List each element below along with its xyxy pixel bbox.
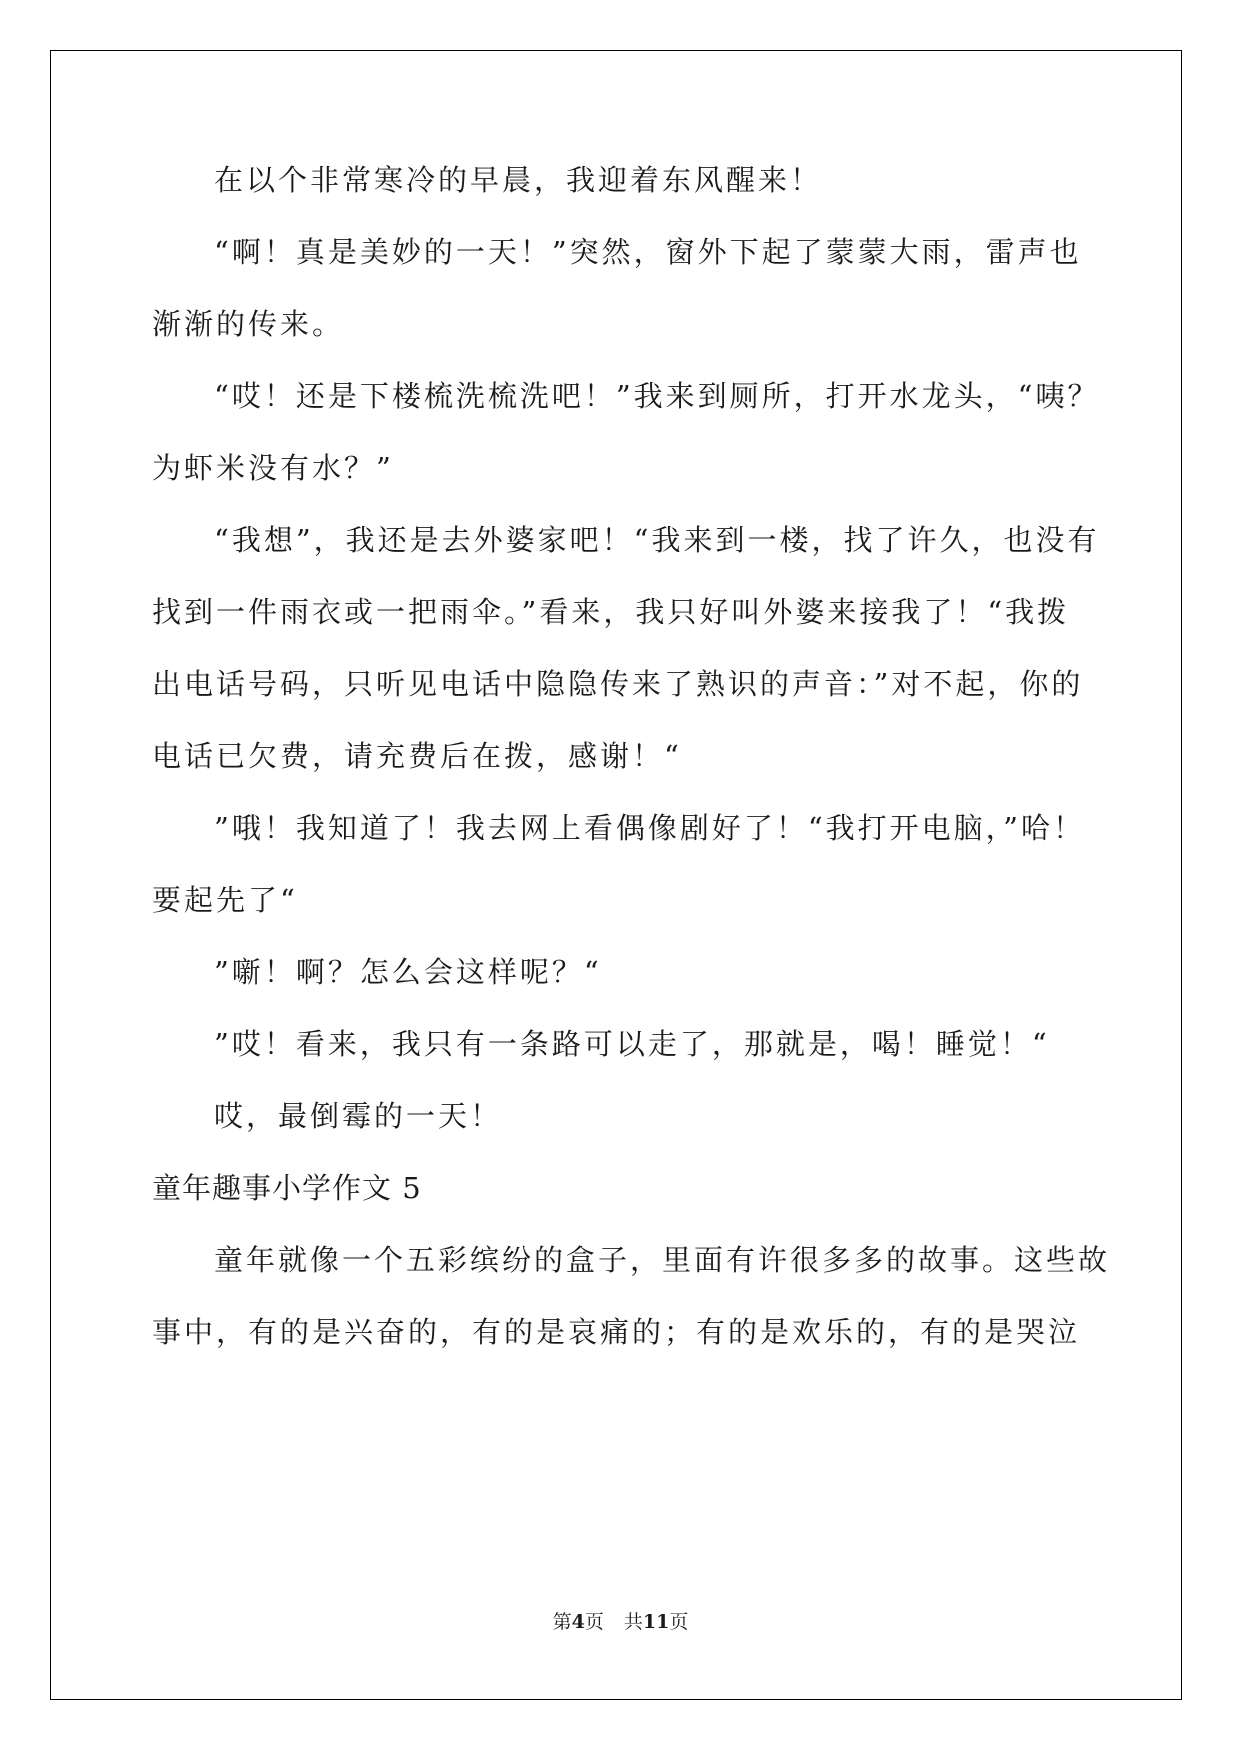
- paragraph-line: ”噺！啊？怎么会这样呢？“: [214, 955, 602, 989]
- paragraph-line: ”哎！看来，我只有一条路可以走了，那就是，喝！睡觉！“: [214, 1027, 1050, 1061]
- paragraph-line: “啊！真是美妙的一天！”突然，窗外下起了蒙蒙大雨，雷声也: [214, 235, 1082, 269]
- paragraph-line: 为虾米没有水？”: [152, 451, 394, 485]
- paragraph-line: 出电话号码，只听见电话中隐隐传来了熟识的声音：”对不起，你的: [152, 667, 1084, 701]
- current-page-number: 4: [571, 1611, 585, 1633]
- paragraph-line: 事中，有的是兴奋的，有的是哀痛的；有的是欢乐的，有的是哭泣: [152, 1315, 1081, 1349]
- section-heading: 童年趣事小学作文 5: [152, 1171, 422, 1205]
- paragraph-line: 童年就像一个五彩缤纷的盒子，里面有许很多多的故事。这些故: [214, 1243, 1111, 1277]
- paragraph-line: “我想”，我还是去外婆家吧！“我来到一楼，找了许久，也没有: [214, 523, 1100, 557]
- paragraph-line: ”哦！我知道了！我去网上看偶像剧好了！“我打开电脑，”哈！: [214, 811, 1085, 845]
- total-pages-number: 11: [642, 1611, 670, 1633]
- paragraph-line: 要起先了“: [152, 883, 298, 917]
- page-border: [50, 50, 1182, 1700]
- footer-total-prefix: 共: [623, 1611, 643, 1633]
- page-footer: [0, 1610, 1241, 1634]
- footer-prefix: 第: [552, 1611, 572, 1633]
- paragraph-line: “哎！还是下楼梳洗梳洗吧！”我来到厕所，打开水龙头，“咦？: [214, 379, 1100, 413]
- paragraph-line: 渐渐的传来。: [152, 307, 345, 341]
- paragraph-line: 找到一件雨衣或一把雨伞。”看来，我只好叫外婆来接我了！“我拨: [152, 595, 1070, 629]
- footer-total-suffix: 页: [669, 1611, 689, 1633]
- footer-page-suffix: 页: [584, 1611, 604, 1633]
- paragraph-line: 在以个非常寒冷的早晨，我迎着东风醒来！: [214, 163, 823, 197]
- paragraph-line: 哎，最倒霉的一天！: [214, 1099, 503, 1133]
- paragraph-line: 电话已欠费，请充费后在拨，感谢！“: [152, 739, 682, 773]
